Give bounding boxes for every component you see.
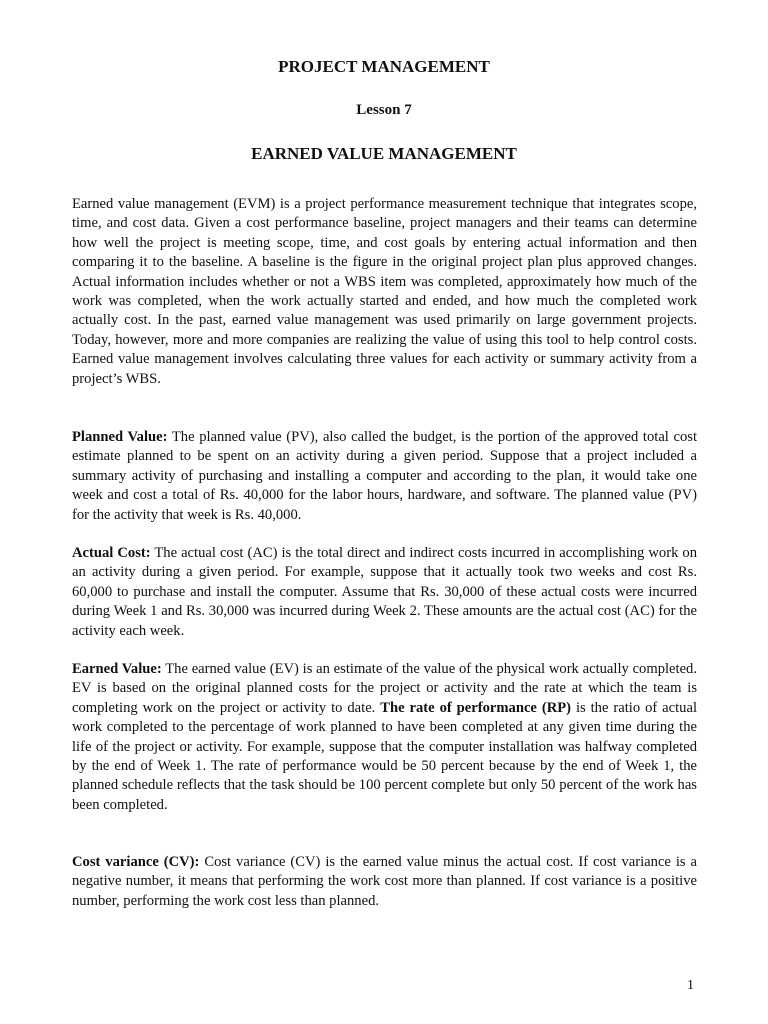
cost-variance-paragraph — [72, 853, 697, 911]
planned-value-text: The planned value (PV), also called the budget, is the portion of the approved total cost estimate planned to be spent on an activity during a given period. Suppose that a project included a summary activity of purchasing and installing a computer and according to the plan, it would take one week and cost a total of Rs. 40,000 for the labor hours, hardware, and software. The planned value (PV) for the activity that week is Rs. 40,000. — [72, 429, 697, 523]
page-number: 1 — [687, 978, 694, 993]
section-title: EARNED VALUE MANAGEMENT — [251, 144, 517, 163]
planned-value-paragraph — [72, 428, 697, 525]
rate-of-performance-text: is the ratio of actual work completed to the percentage of work planned to have been completed at any given time during the life of the project or activity. For example, suppose that the computer installation was halfway completed by the end of Week 1. The rate of performance would be 50 percent because by the end of Week 1, the planned schedule reflects that the task should be 100 percent complete but only 50 percent of the work has been completed. — [72, 699, 697, 813]
earned-value-term: Earned Value: — [72, 661, 162, 677]
cost-variance-text: Cost variance (CV) is the earned value minus the actual cost. If cost variance is a negative number, it means that performing the work cost more than planned. If cost variance is a positive number, performing the work cost less than planned. — [72, 854, 697, 909]
actual-cost-paragraph — [72, 544, 697, 641]
actual-cost-text: The actual cost (AC) is the total direct and indirect costs incurred in accomplishing work on an activity during a given period. For example, suppose that it actually took two weeks and cost Rs. 60,000 to purchase and install the computer. Assume that Rs. 30,000 of these actual costs were incurred during Week 1 and Rs. 30,000 was incurred during Week 2. These amounts are the actual cost (AC) for the activity each week. — [72, 545, 697, 639]
planned-value-term: Planned Value: — [72, 429, 168, 445]
rate-of-performance-term: The rate of performance (RP) — [380, 699, 572, 716]
earned-value-text: The earned value (EV) is an estimate of the value of the physical work actually completed. EV is based on the original planned costs for the project or activity and the rate at which the team is completing work on the project or activity to date. — [72, 661, 698, 716]
lesson-label: Lesson 7 — [356, 102, 412, 118]
cost-variance-term: Cost variance (CV): — [72, 854, 200, 870]
actual-cost-term: Actual Cost: — [72, 545, 151, 561]
earned-value-paragraph — [72, 660, 697, 815]
document-title: PROJECT MANAGEMENT — [278, 57, 490, 76]
intro-paragraph: Earned value management (EVM) is a project performance measurement technique that integrates scope, time, and cost data. Given a cost performance baseline, project managers and their teams can determine how well the project is meeting scope, time, and cost goals by entering actual information and then comparing it to the baseline. A baseline is the figure in the original project plan plus approved changes. Actual information includes whether or not a WBS item was completed, approximately how much of the work was completed, when the work actually started and ended, and how much the completed work actually cost. In the past, earned value management was used primarily on large government projects. Today, however, more and more companies are realizing the value of using this tool to help control costs. Earned value management involves calculating three values for each activity or summary activity from a project’s WBS. — [72, 196, 697, 387]
